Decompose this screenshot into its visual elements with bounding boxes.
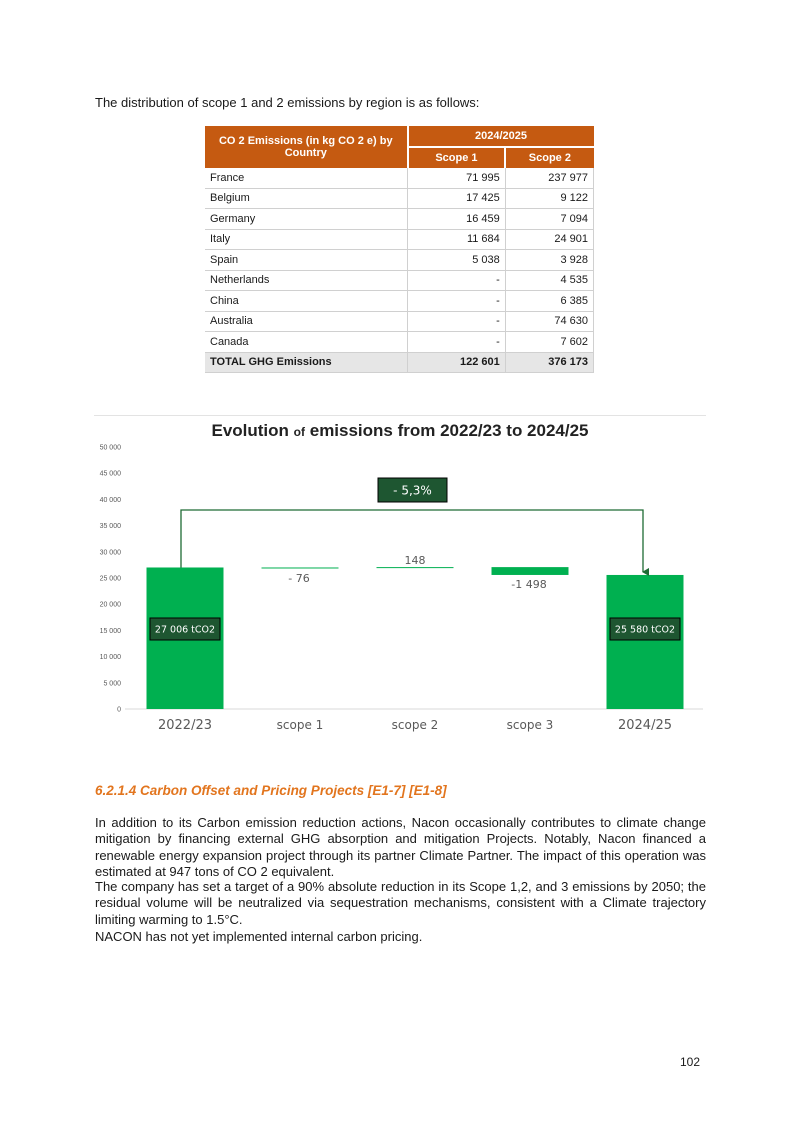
chart-title-part3: emissions from 2022/23 to 2024/25 (309, 421, 589, 440)
page-number: 102 (680, 1055, 701, 1069)
country-cell: Canada (205, 332, 408, 353)
year-header: 2024/2025 (408, 126, 594, 147)
bar-3 (492, 567, 569, 575)
paragraph-offset: In addition to its Carbon emission reduction actions, Nacon occasionally contributes to climate change mitigation by financing external GHG absorption and mitigation Projects. Notably, Nacon financed a renewable energy expansion project through its partner Climate Partner. The impact of this operation was estimated at 947 tons of CO 2 equivalent. (95, 815, 706, 879)
scope2-cell: 6 385 (505, 291, 593, 312)
scope2-cell: 7 094 (505, 209, 593, 230)
scope2-cell: 237 977 (505, 168, 593, 188)
scope1-cell: 71 995 (408, 168, 506, 188)
total-label: TOTAL GHG Emissions (205, 352, 408, 373)
scope2-header: Scope 2 (505, 147, 593, 168)
scope1-cell: 11 684 (408, 229, 506, 250)
chart-title-part2: of (293, 425, 305, 439)
data-label: 27 006 tCO2 (154, 624, 216, 636)
bar-4 (607, 575, 684, 709)
country-cell: Spain (205, 250, 408, 271)
scope1-header: Scope 1 (408, 147, 506, 168)
y-tick-label: 5 000 (103, 680, 121, 688)
y-tick-label: 10 000 (99, 654, 121, 662)
country-cell: Belgium (205, 188, 408, 209)
y-tick-label: 20 000 (99, 601, 121, 609)
data-label: -1 498 (511, 578, 547, 591)
total-scope1: 122 601 (408, 352, 506, 373)
country-column-header: CO 2 Emissions (in kg CO 2 e) by Country (205, 126, 408, 168)
change-label: - 5,3% (393, 483, 432, 498)
country-cell: Netherlands (205, 270, 408, 291)
country-cell: France (205, 168, 408, 188)
country-cell: Australia (205, 311, 408, 332)
intro-text: The distribution of scope 1 and 2 emissions by region is as follows: (95, 95, 480, 110)
country-cell: China (205, 291, 408, 312)
scope1-cell: 16 459 (408, 209, 506, 230)
data-label: 148 (404, 554, 426, 567)
scope1-cell: 5 038 (408, 250, 506, 271)
scope2-cell: 4 535 (505, 270, 593, 291)
x-tick-label: scope 1 (276, 718, 324, 732)
x-tick-label: 2024/25 (617, 718, 673, 733)
scope2-cell: 74 630 (505, 311, 593, 332)
scope1-cell: - (408, 332, 506, 353)
y-tick-label: 50 000 (99, 444, 121, 452)
scope2-cell: 9 122 (505, 188, 593, 209)
chart-title-part1: Evolution (211, 421, 289, 440)
y-tick-label: 45 000 (99, 470, 121, 478)
scope1-cell: - (408, 311, 506, 332)
bar-1 (262, 567, 339, 568)
scope2-cell: 7 602 (505, 332, 593, 353)
paragraph-pricing: NACON has not yet implemented internal carbon pricing. (95, 929, 423, 944)
y-tick-label: 15 000 (99, 627, 121, 635)
country-cell: Italy (205, 229, 408, 250)
x-tick-label: 2022/23 (157, 718, 213, 733)
x-tick-label: scope 3 (506, 718, 554, 732)
y-tick-label: 35 000 (99, 523, 121, 531)
scope2-cell: 3 928 (505, 250, 593, 271)
total-scope2: 376 173 (505, 352, 593, 373)
y-tick-label: 0 (117, 706, 121, 714)
y-tick-label: 30 000 (99, 549, 121, 557)
scope1-cell: 17 425 (408, 188, 506, 209)
section-heading: 6.2.1.4 Carbon Offset and Pricing Projects [E1-7] [E1-8] (95, 783, 447, 798)
y-tick-label: 25 000 (99, 575, 121, 583)
scope1-cell: - (408, 291, 506, 312)
scope1-cell: - (408, 270, 506, 291)
bar-2 (377, 567, 454, 568)
country-cell: Germany (205, 209, 408, 230)
data-label: 25 580 tCO2 (614, 624, 676, 636)
data-label: - 76 (288, 572, 310, 585)
scope2-cell: 24 901 (505, 229, 593, 250)
paragraph-target: The company has set a target of a 90% absolute reduction in its Scope 1,2, and 3 emissions by 2050; the residual volume will be neutralized via sequestration mechanisms, consistent with a Climate trajectory limiting warming to 1.5°C. (95, 879, 706, 927)
x-tick-label: scope 2 (391, 718, 439, 732)
y-tick-label: 40 000 (99, 496, 121, 504)
